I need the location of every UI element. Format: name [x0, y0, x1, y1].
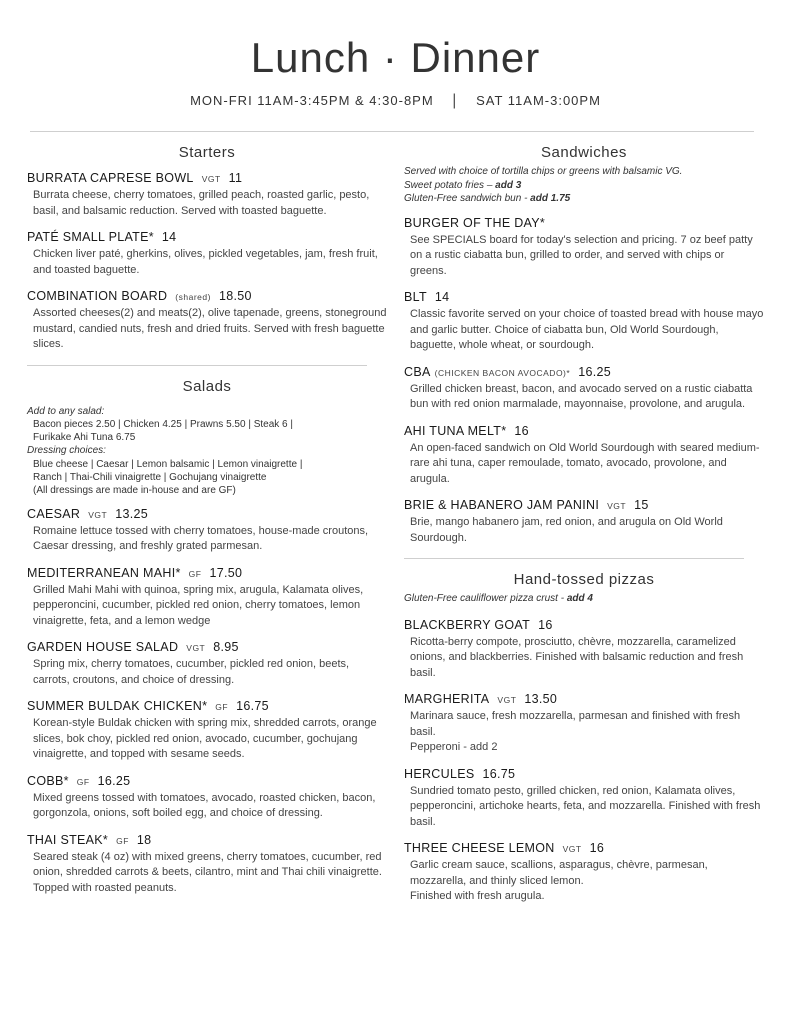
item-tag: VGT [201, 174, 221, 184]
item-tag: VGT [88, 509, 108, 520]
item-name: HERCULES [404, 766, 475, 781]
item-description: Grilled Mahi Mahi with quinoa, spring mix, arugula, Kalamata olives, pepperoncini, cucumber, pickled red onion, cherry tomatoes, lemon vinaigrette, feta, and a lemon wedge [33, 583, 364, 627]
item-name: AHI TUNA MELT* [404, 423, 507, 438]
item-tag: (shared) [175, 292, 211, 302]
item-name: BURGER OF THE DAY* [404, 215, 546, 230]
item-name: COBB* [27, 773, 69, 788]
menu-item [404, 692, 764, 756]
section-divider [404, 558, 744, 559]
menu-item [404, 365, 764, 413]
item-description: See SPECIALS board for today's selection and pricing. 7 oz beef patty on a rustic ciabatta bun, grilled to order, and served with chips or greens. [410, 233, 753, 277]
item-description: Mixed greens tossed with tomatoes, avocado, roasted chicken, bacon, gorgonzola, onions, soft boiled egg, and choice of dressing. [33, 791, 376, 819]
item-description: Classic favorite served on your choice of toasted bread with house mayo and garlic butter. Choice of ciabatta bun, Old World Sourdough, baguette, whole wheat, or sourdough. [410, 308, 764, 351]
salads-list [27, 507, 387, 897]
menu-item [27, 171, 387, 219]
pizzas-list [404, 618, 764, 905]
item-description: Ricotta-berry compote, prosciutto, chèvre, mozzarella, caramelized onions, and blackberries. Finished with balsamic reduction and fresh basil. [410, 635, 744, 679]
dressing-label: Dressing choices: [27, 445, 106, 456]
right-column [404, 140, 764, 916]
menu-item [404, 618, 764, 682]
item-description: Sundried tomato pesto, grilled chicken, red onion, Kalamata olives, pepperoncini, artichoke hearts, feta, and mozzarella. Finished with fresh basil. [410, 784, 761, 828]
item-name: THAI STEAK* [27, 832, 109, 847]
menu-item [27, 289, 387, 353]
salads-title: Salads [182, 377, 232, 395]
note-text: Gluten-Free sandwich bun - [404, 193, 531, 204]
note-text: Sweet potato fries – [404, 179, 496, 191]
item-price: 16 [589, 841, 605, 855]
item-tag: VGT [186, 643, 206, 653]
item-tag: (CHICKEN BACON AVOCADO)* [434, 367, 571, 378]
item-name: COMBINATION BOARD [27, 289, 168, 303]
add-label: Add to any salad: [27, 405, 105, 417]
item-tag: GF [215, 702, 229, 712]
saturday-hours: SAT 11AM-3:00PM [476, 93, 601, 108]
item-extra: Pepperoni - add 2 [410, 741, 498, 753]
item-tag: VGT [562, 844, 582, 854]
menu-item [27, 640, 387, 688]
left-column [27, 140, 387, 907]
item-description: Korean-style Buldak chicken with spring mix, shredded carrots, orange slices, bok choy, pickled red onion, avocado, cucumber, gochujang vinaigrette, and topped with sesame seeds. [33, 717, 377, 760]
sandwich-notes [404, 165, 764, 206]
item-price: 16.75 [236, 699, 269, 713]
item-description: Garlic cream sauce, scallions, asparagus, chèvre, parmesan, mozzarella, and thinly sliced lemon. [410, 859, 708, 887]
menu-item [27, 230, 387, 278]
dressing-line: Blue cheese | Caesar | Lemon balsamic | Lemon vinaigrette | [33, 458, 303, 470]
item-tag: VGT [497, 695, 517, 705]
item-price: 18 [136, 832, 152, 847]
starters-list [27, 171, 387, 353]
dressing-line: (All dressings are made in-house and are GF) [33, 484, 236, 496]
item-tag: GF [116, 835, 129, 846]
item-price: 15 [634, 498, 649, 512]
menu-item [27, 566, 387, 630]
note-text: Gluten-Free cauliflower pizza crust - [404, 593, 567, 604]
menu-item [404, 216, 764, 280]
item-name: BURRATA CAPRESE BOWL [27, 171, 194, 185]
item-description: Marinara sauce, fresh mozzarella, parmesan and finished with fresh basil. [410, 710, 741, 738]
item-name: BRIE & HABANERO JAM PANINI [404, 498, 600, 512]
hours-separator: | [452, 92, 458, 109]
item-description: Assorted cheeses(2) and meats(2), olive tapenade, greens, stoneground mustard, candied nuts, fresh and dried fruits. Served with fresh baguette slices. [33, 307, 387, 350]
menu-item [404, 424, 764, 488]
item-description: Seared steak (4 oz) with mixed greens, cherry tomatoes, cucumber, red onion, shredded carrots & beets, cilantro, mint and Thai chili vinaigrette. Topped with roasted peanuts. [33, 850, 382, 894]
add-line: Furikake Ahi Tuna 6.75 [33, 432, 136, 443]
item-name: MEDITERRANEAN MAHI* [27, 565, 181, 580]
note-add: add 1.75 [530, 193, 571, 204]
menu-item [404, 767, 764, 831]
item-price: 8.95 [213, 640, 239, 654]
item-description: Spring mix, cherry tomatoes, cucumber, pickled red onion, beets, carrots, croutons, and choice of dressing. [33, 658, 350, 686]
item-description: Burrata cheese, cherry tomatoes, grilled peach, roasted garlic, pesto, basil, and balsamic reduction. Served with toasted baguette. [33, 189, 370, 217]
header-divider [30, 131, 754, 132]
item-price: 16.75 [482, 766, 516, 781]
pizzas-title: Hand-tossed pizzas [513, 571, 655, 588]
starters-title: Starters [178, 144, 236, 161]
item-description: Chicken liver paté, gherkins, olives, pickled vegetables, jam, fresh fruit, and toasted baguette. [33, 248, 378, 276]
item-description: Romaine lettuce tossed with cherry tomatoes, house-made croutons, Caesar dressing, and freshly grated parmesan. [33, 524, 369, 552]
sandwiches-list [404, 216, 764, 547]
sandwiches-title: Sandwiches [541, 144, 627, 161]
menu-item [404, 498, 764, 546]
item-tag: GF [76, 776, 90, 787]
item-name: CAESAR [27, 506, 81, 521]
item-extra: Finished with fresh arugula. [410, 890, 545, 902]
menu-item [27, 699, 387, 763]
item-tag: VGT [607, 501, 627, 511]
hours-line [0, 92, 791, 110]
item-price: 14 [434, 290, 450, 304]
menu-item [404, 290, 764, 354]
dressing-line: Ranch | Thai-Chili vinaigrette | Gochujang vinaigrette [33, 471, 267, 483]
section-divider [27, 365, 367, 366]
item-name: BLT [404, 290, 427, 304]
menu-title: Lunch · Dinner [250, 34, 541, 81]
salad-addons [27, 405, 387, 497]
item-price: 18.50 [218, 289, 252, 303]
note-add: add 3 [495, 179, 522, 191]
add-line: Bacon pieces 2.50 | Chicken 4.25 | Prawns 5.50 | Steak 6 | [33, 419, 293, 430]
item-description: Brie, mango habanero jam, red onion, and arugula on Old World Sourdough. [410, 516, 723, 544]
item-price: 17.50 [209, 565, 243, 580]
weekday-hours: MON-FRI 11AM-3:45PM & 4:30-8PM [190, 93, 434, 108]
sandwich-note [404, 192, 764, 206]
item-name: PATÉ SMALL PLATE* [27, 230, 154, 244]
item-price: 16 [538, 617, 553, 632]
sandwich-note [404, 179, 764, 193]
note-add: add 4 [566, 593, 593, 604]
item-price: 11 [228, 171, 243, 185]
menu-item [404, 841, 764, 905]
item-price: 16 [514, 423, 529, 438]
pizza-note [404, 592, 764, 606]
item-name: GARDEN HOUSE SALAD [27, 640, 179, 654]
item-name: CBA [404, 364, 431, 379]
item-price: 13.25 [115, 506, 148, 521]
item-name: SUMMER BULDAK CHICKEN* [27, 699, 208, 713]
item-price: 14 [161, 230, 177, 244]
item-name: THREE CHEESE LEMON [404, 841, 555, 855]
item-name: MARGHERITA [404, 692, 490, 706]
menu-item [27, 833, 387, 897]
item-price: 16.25 [578, 364, 611, 379]
item-description: An open-faced sandwich on Old World Sourdough with seared medium-rare ahi tuna, caper remoulade, tomato, avocado, provolone, and arugula. [410, 441, 760, 485]
item-price: 16.25 [97, 773, 131, 788]
item-tag: GF [188, 568, 202, 579]
item-price: 13.50 [524, 692, 558, 706]
menu-item [27, 774, 387, 822]
menu-item [27, 507, 387, 555]
item-description: Grilled chicken breast, bacon, and avocado served on a rustic ciabatta bun with red onion marmalade, mayonnaise, provolone, and arugula. [410, 382, 753, 410]
item-name: BLACKBERRY GOAT [404, 617, 531, 632]
sandwich-note: Served with choice of tortilla chips or greens with balsamic VG. [404, 166, 683, 177]
